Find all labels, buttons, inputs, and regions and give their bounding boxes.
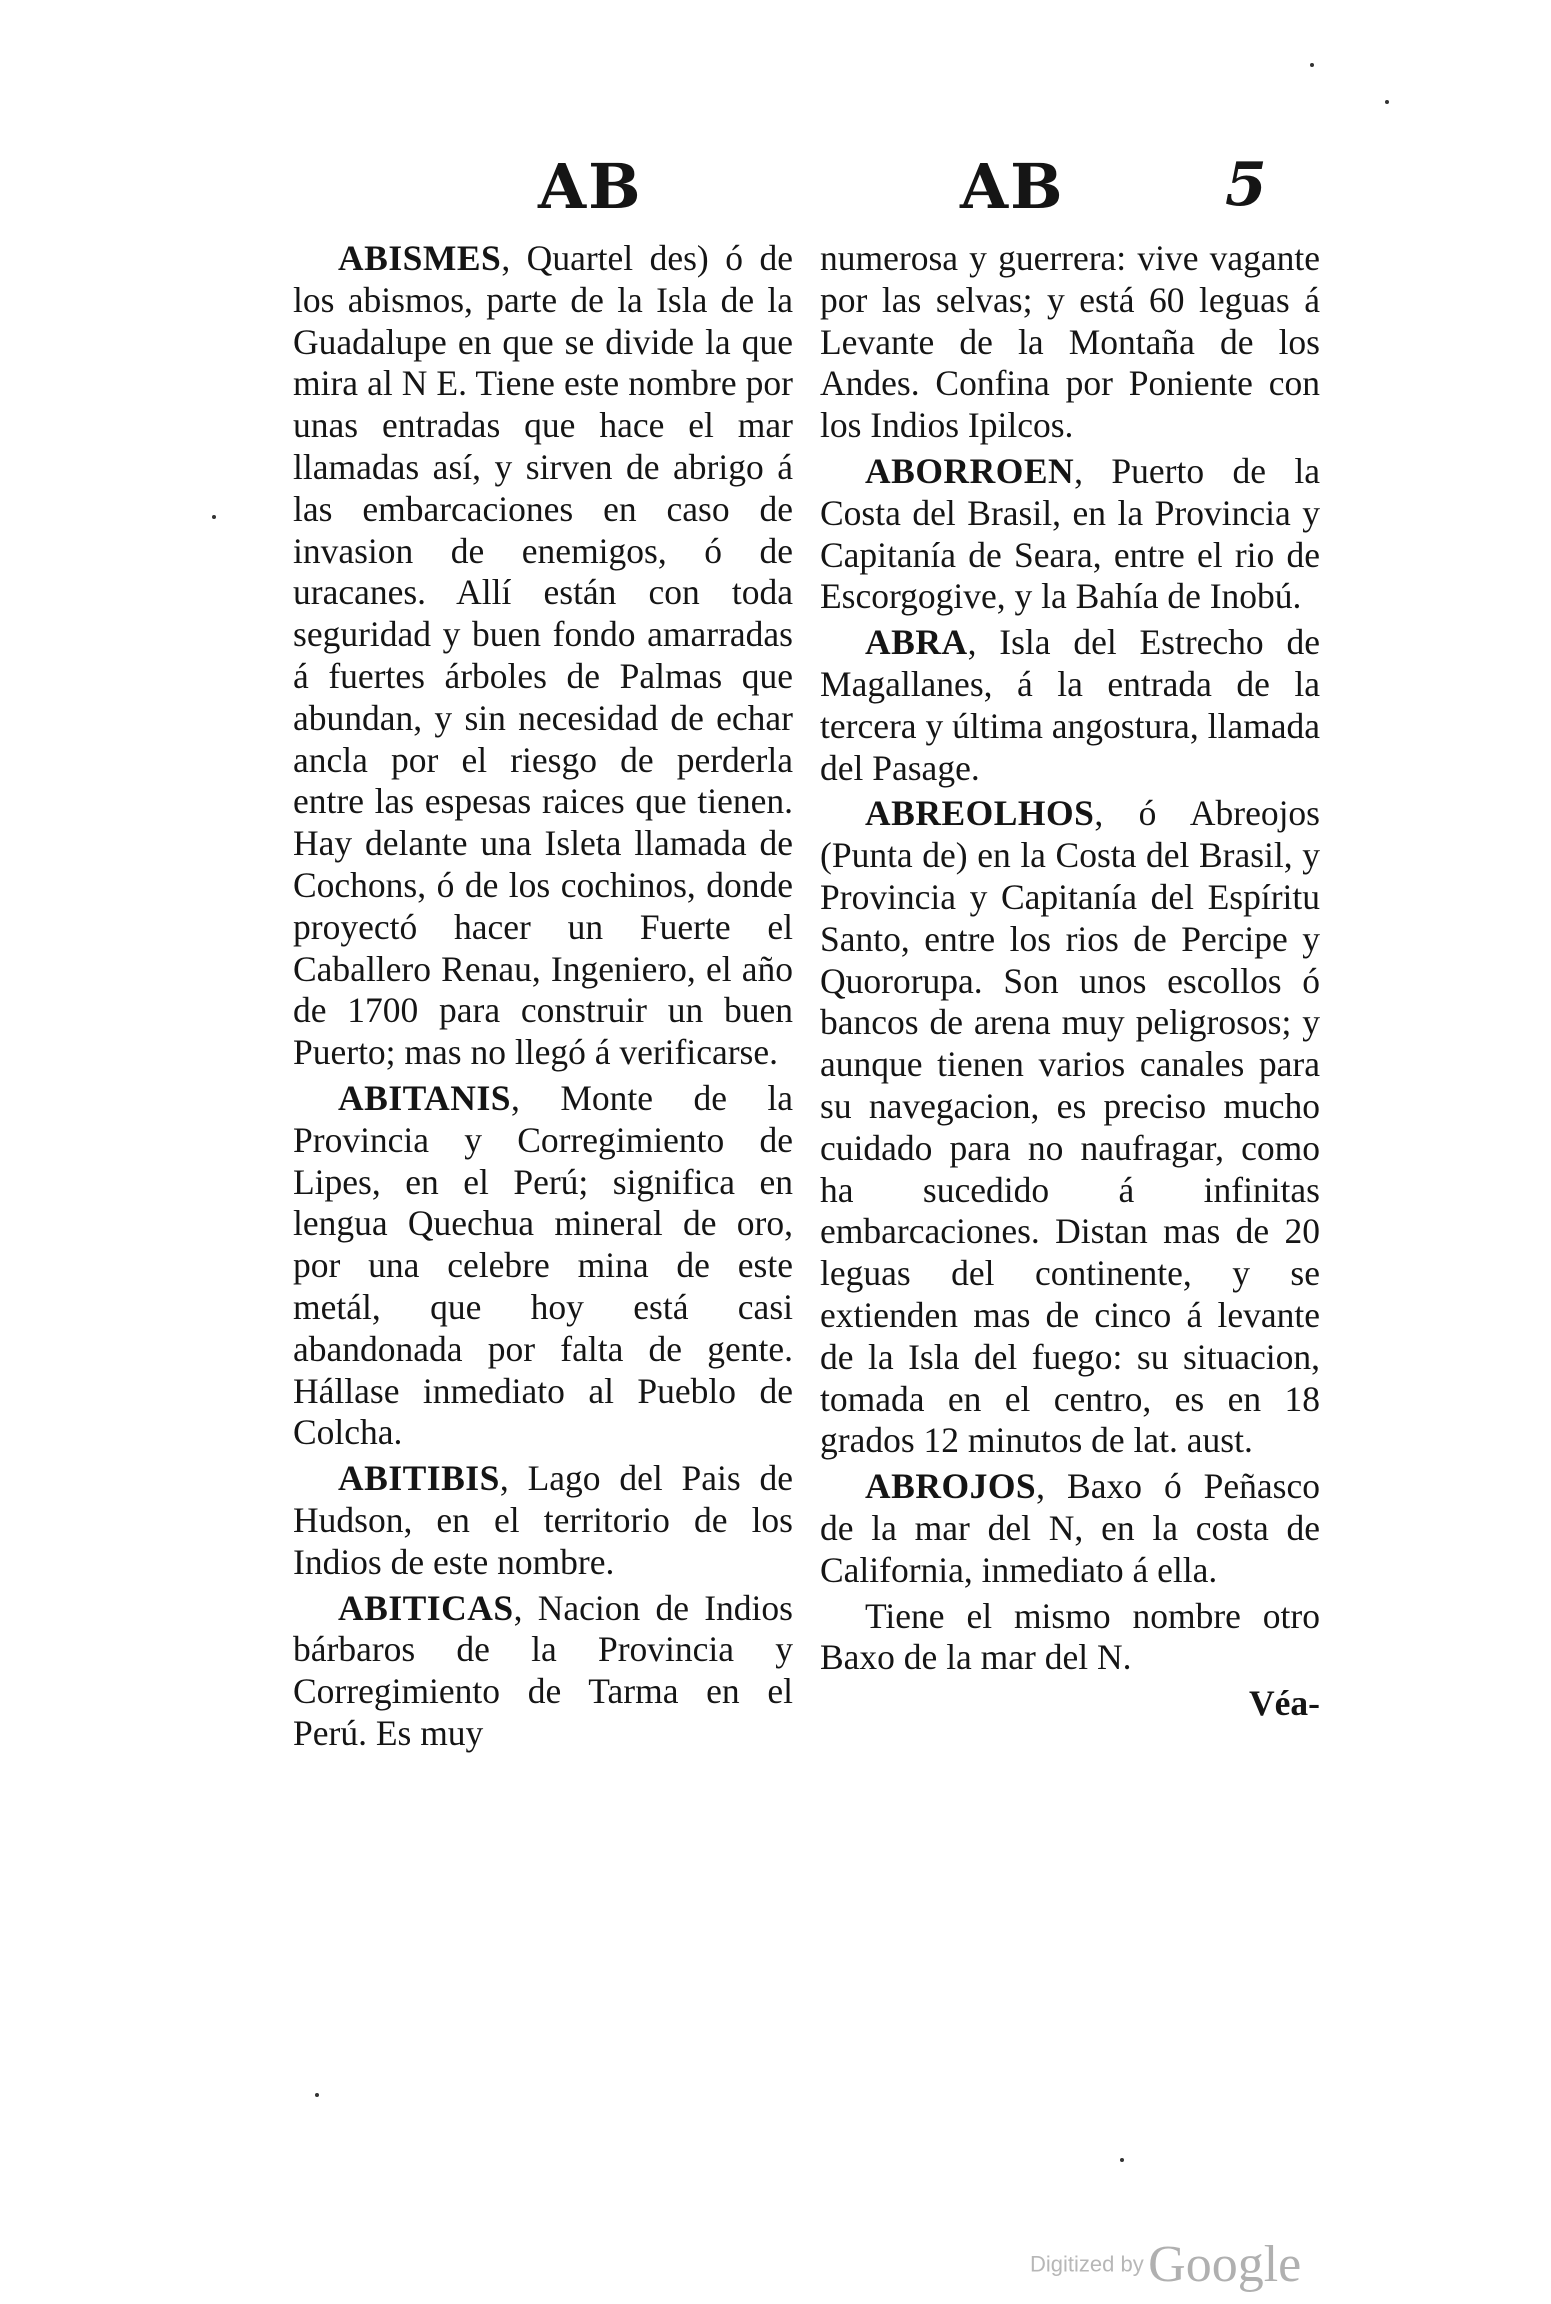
entry-text: , Quartel des) ó de los abismos, parte de la Isla de la Guadalupe en que se divide la que mira al N E. Tiene este nombre por unas entradas que hace el mar llamadas así, y sirven de abrigo á las embarcaciones en caso de invasion de enemigos, ó de uracanes. Allí están con toda seguridad y buen fondo amarradas á fuertes árboles de Palmas que abundan, y sin necesidad de echar ancla por el riesgo de perderla entre las espesas raices que tienen. Hay delante una Isleta llamada de Cochons, ó de los cochinos, donde proyectó hacer un Fuerte el Caballero Renau, Ingeniero, el año de 1700 para construir un buen Puerto; mas no llegó á verificarse.	[293, 238, 793, 1073]
entry-text: , Nacion de Indios bárbaros de la Provincia y Corregimiento de Tarma en el Perú. Es muy	[293, 1587, 793, 1753]
entry-tiene	[820, 1596, 1320, 1680]
entry-aborroen	[820, 451, 1320, 618]
entry-text: , ó Abreojos (Punta de) en la Costa del Brasil, y Provincia y Capitanía del Espíritu Santo, entre los rios de Percipe y Quororupa. Son unos escollos ó bancos de arena muy peligrosos; y aunque tienen varios canales para su navegacion, es preciso mucho cuidado para no naufragar, como ha sucedido á infinitas embarcaciones. Distan mas de 20 leguas del continente, y se extienden mas de cinco á levante de la Isla del fuego: su situacion, tomada en el centro, es en 18 grados 12 minutos de lat. aust.	[820, 793, 1320, 1461]
entry-text: , Monte de la Provincia y Corregimiento de Lipes, en el Perú; significa en lengua Quechua mineral de oro, por una celebre mina de este metál, que hoy está casi abandonada por falta de gente. Hállase inmediato al Pueblo de Colcha.	[293, 1077, 793, 1453]
entry-headword: ABITICAS	[338, 1587, 514, 1628]
entry-text: , Lago del Pais de Hudson, en el territorio de los Indios de este nombre.	[293, 1458, 793, 1582]
entry-text: , Isla del Estrecho de Magallanes, á la entrada de la tercera y última angostura, llamada del Pasage.	[820, 622, 1320, 788]
ink-speck	[1120, 2158, 1124, 2162]
entry-text: , Baxo ó Peñasco de la mar del N, en la costa de California, inmediato á ella.	[820, 1466, 1320, 1590]
entry-abitanis	[293, 1078, 793, 1454]
entry-text: numerosa y guerrera: vive vagante por las selvas; y está 60 leguas á Levante de la Montaña de los Andes. Confina por Poniente con los Indios Ipilcos.	[820, 238, 1320, 446]
entry-headword: ABORROEN	[865, 450, 1075, 491]
watermark-prefix: Digitized by	[1030, 2251, 1144, 2277]
page-number: 5	[1225, 150, 1267, 220]
entry-abitibis	[293, 1458, 793, 1583]
entry-headword: ABITIBIS	[338, 1458, 500, 1499]
left-column	[293, 238, 793, 1759]
digitized-by-google-watermark	[1030, 2235, 1301, 2294]
entry-headword: ABITANIS	[338, 1077, 512, 1118]
right-column	[820, 238, 1320, 1725]
entry-abiticas-continued	[820, 238, 1320, 447]
ink-speck	[315, 2093, 319, 2097]
entry-headword: ABREOLHOS	[865, 793, 1095, 834]
entry-text: Tiene el mismo nombre otro Baxo de la mar del N.	[820, 1595, 1320, 1678]
running-header-left: AB	[538, 150, 643, 223]
entry-abra	[820, 622, 1320, 789]
entry-abiticas	[293, 1588, 793, 1755]
entry-headword: ABRA	[865, 622, 968, 663]
entry-headword: ABROJOS	[865, 1466, 1037, 1507]
ink-speck	[212, 515, 216, 519]
entry-abrojos	[820, 1466, 1320, 1591]
entry-text: , Puerto de la Costa del Brasil, en la Provincia y Capitanía de Seara, entre el rio de Escorgogive, y la Bahía de Inobú.	[820, 450, 1320, 617]
entry-abreolhos	[820, 793, 1320, 1462]
google-logo: Google	[1148, 2236, 1302, 2293]
entry-abismes	[293, 238, 793, 1074]
ink-speck	[1385, 100, 1389, 104]
catchword: Véa-	[1249, 1683, 1320, 1724]
running-header-right: AB	[960, 150, 1065, 223]
entry-headword: ABISMES	[338, 238, 502, 278]
ink-speck	[1310, 63, 1314, 67]
